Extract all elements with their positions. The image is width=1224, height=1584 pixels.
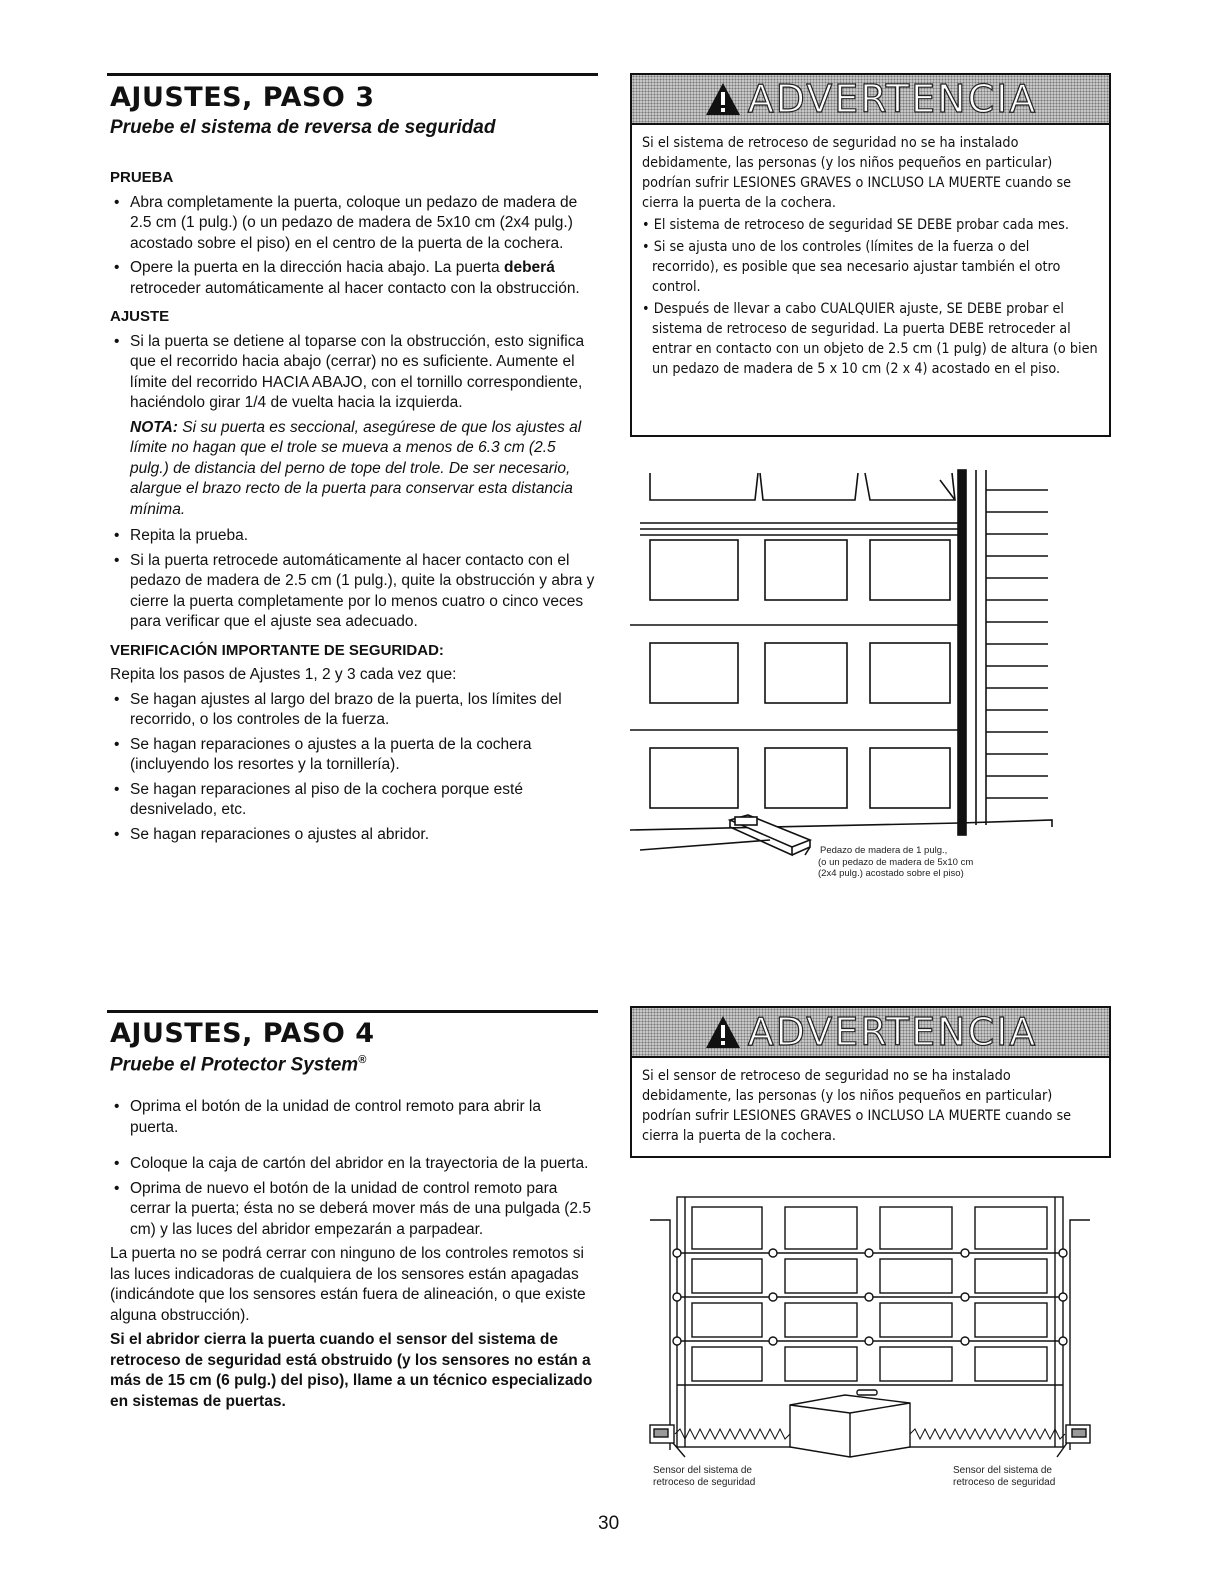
sensor-caption-line: Sensor del sistema de: [953, 1465, 1052, 1476]
garage-door-sensor-figure: [645, 1185, 1095, 1465]
prueba-2-pre: Opere la puerta en la dirección hacia abajo. La puerta: [130, 259, 500, 276]
registered-mark: ®: [358, 1054, 367, 1066]
prueba-2-bold: deberá: [503, 259, 555, 276]
nota-text: Si su puerta es seccional, asegúrese de que los ajustes al límite no hagan que el trole se mueva a menos de 6.3 cm (2.5 pulg.) de distancia del perno de tope del trole. De ser necesario, alargue el brazo recto de la puerta para conservar esta distancia mínima.: [130, 418, 582, 518]
list-item: • Se hagan reparaciones o ajustes al abridor.: [110, 825, 598, 846]
verif-intro: Repita los pasos de Ajustes 1, 2 y 3 cada vez que:: [110, 666, 457, 683]
verif-heading: VERIFICACIÓN IMPORTANTE DE SEGURIDAD:: [110, 641, 444, 659]
warning-box-1: [630, 73, 1111, 437]
step4-bold-paragraph: Si el abridor cierra la puerta cuando el sensor del sistema de retroceso de seguridad está obstruido (y los sensores no están a más de 15 cm (6 pulg.) del piso), llame a un técnico especializado en sistemas de puertas.: [110, 1331, 593, 1410]
warning-triangle-icon: [704, 1014, 742, 1050]
warning-title-2: ADVERTENCIA: [704, 1010, 1038, 1054]
page-number: 30: [598, 1513, 620, 1534]
sensor-caption-line: retroceso de seguridad: [953, 1476, 1056, 1488]
sensor-caption-right: [953, 1465, 1055, 1488]
nota-label: NOTA:: [130, 418, 178, 436]
step4-list: [110, 1097, 598, 1240]
step3-top-rule: [107, 73, 598, 76]
warning-title-1: ADVERTENCIA: [704, 77, 1038, 121]
ajuste-heading: AJUSTE: [110, 308, 170, 325]
warning-box-2: [630, 1006, 1111, 1158]
warning-intro-2: Si el sensor de retroceso de seguridad no se ha instalado debidamente, las personas (y los niños pequeños en particular) podrían sufrir LESIONES GRAVES o INCLUSO LA MUERTE cuando se cierra la puerta de la cochera.: [642, 1068, 1072, 1144]
step4-title: AJUSTES, PASO 4: [110, 1018, 375, 1049]
list-item: • Si la puerta retrocede automáticamente al hacer contacto con el pedazo de madera de 2.5 cm (1 pulg.), quite la obstrucción y abra y cierre la puerta completamente por lo menos cuatro o cinco veces para verificar que el ajuste sea adecuado.: [110, 551, 598, 633]
garage-door-wood-figure: [630, 465, 1060, 895]
step4-paragraph: La puerta no se podrá cerrar con ninguno de los controles remotos si las luces indicadoras de cualquiera de los sensores están apagadas (indicándote que los sensores están fuera de alineación, o que existe alguna obstrucción).: [110, 1245, 586, 1324]
warning-item: • El sistema de retroceso de seguridad SE DEBE probar cada mes.: [642, 217, 1069, 233]
step4-top-rule: [107, 1010, 598, 1013]
step3-body: [110, 168, 598, 849]
nota-block: [110, 418, 598, 521]
warning-body-2: [632, 1058, 1109, 1154]
sensor-caption-line: retroceso de seguridad: [653, 1476, 756, 1488]
warning-item: • Después de llevar a cabo CUALQUIER ajuste, SE DEBE probar el sistema de retroceso de seguridad. La puerta DEBE retroceder al entrar en contacto con un objeto de 2.5 cm (1 pulg) de altura (o bien un pedazo de madera de 5 x 10 cm (2 x 4) acostado en el piso.: [642, 301, 1098, 377]
step3-title: AJUSTES, PASO 3: [110, 82, 375, 113]
list-item: • Oprima el botón de la unidad de control remoto para abrir la puerta.: [110, 1097, 598, 1138]
list-item: • Se hagan reparaciones o ajustes a la puerta de la cochera (incluyendo los resortes y la tornillería).: [110, 735, 598, 776]
list-item: • Abra completamente la puerta, coloque un pedazo de madera de 2.5 cm (1 pulg.) (o un pedazo de madera de 5x10 cm (2x4 pulg.) acostado sobre el piso) en el centro de la puerta de la cochera.: [110, 193, 598, 255]
list-item: • Si la puerta se detiene al toparse con la obstrucción, esto significa que el recorrido hacia abajo (cerrar) no es suficiente. Aumente el límite del recorrido HACIA ABAJO, con el tornillo correspondiente, haciéndolo girar 1/4 de vuelta hacia la izquierda.: [110, 332, 598, 414]
warning-body-1: [632, 125, 1109, 389]
step4-body: [110, 1097, 598, 1412]
verif-list: [110, 690, 598, 846]
list-item: • Se hagan ajustes al largo del brazo de la puerta, los límites del recorrido, o los controles de la fuerza.: [110, 690, 598, 731]
wood-caption-line: (o un pedazo de madera de 5x10 cm: [818, 856, 974, 868]
warning-header-2: [632, 1008, 1109, 1058]
wood-caption-line: (2x4 pulg.) acostado sobre el piso): [818, 868, 964, 879]
wood-caption-line: Pedazo de madera de 1 pulg.,: [820, 845, 948, 856]
ajuste-list-2: [110, 526, 598, 633]
warning-triangle-icon: [704, 81, 742, 117]
prueba-heading: PRUEBA: [110, 169, 174, 186]
wood-caption: [818, 845, 973, 880]
prueba-list: [110, 193, 598, 300]
ajuste-list: [110, 332, 598, 414]
list-item: • Oprima de nuevo el botón de la unidad de control remoto para cerrar la puerta; ésta no se deberá mover más de una pulgada (2.5 cm) y las luces del abridor empezarán a parpadear.: [110, 1179, 598, 1241]
step3-subtitle: Pruebe el sistema de reversa de seguridad: [110, 117, 496, 138]
list-item: • Coloque la caja de cartón del abridor en la trayectoria de la puerta.: [110, 1154, 598, 1175]
warning-header-1: [632, 75, 1109, 125]
prueba-2-post: retroceder automáticamente al hacer contacto con la obstrucción.: [130, 279, 580, 297]
list-item: • Se hagan reparaciones al piso de la cochera porque esté desnivelado, etc.: [110, 780, 598, 821]
warning-item: • Si se ajusta uno de los controles (límites de la fuerza o del recorrido), es posible que sea necesario ajustar también el otro control.: [642, 239, 1061, 295]
sensor-caption-left: [653, 1465, 755, 1488]
list-item: [110, 258, 598, 299]
step4-subtitle: Pruebe el Protector System®: [110, 1054, 367, 1076]
list-item: • Repita la prueba.: [110, 526, 598, 547]
sensor-caption-line: Sensor del sistema de: [653, 1465, 752, 1476]
warning-intro-1: Si el sistema de retroceso de seguridad no se ha instalado debidamente, las personas (y los niños pequeños en particular) podrían sufrir LESIONES GRAVES o INCLUSO LA MUERTE cuando se cierra la puerta de la cochera.: [642, 135, 1072, 211]
